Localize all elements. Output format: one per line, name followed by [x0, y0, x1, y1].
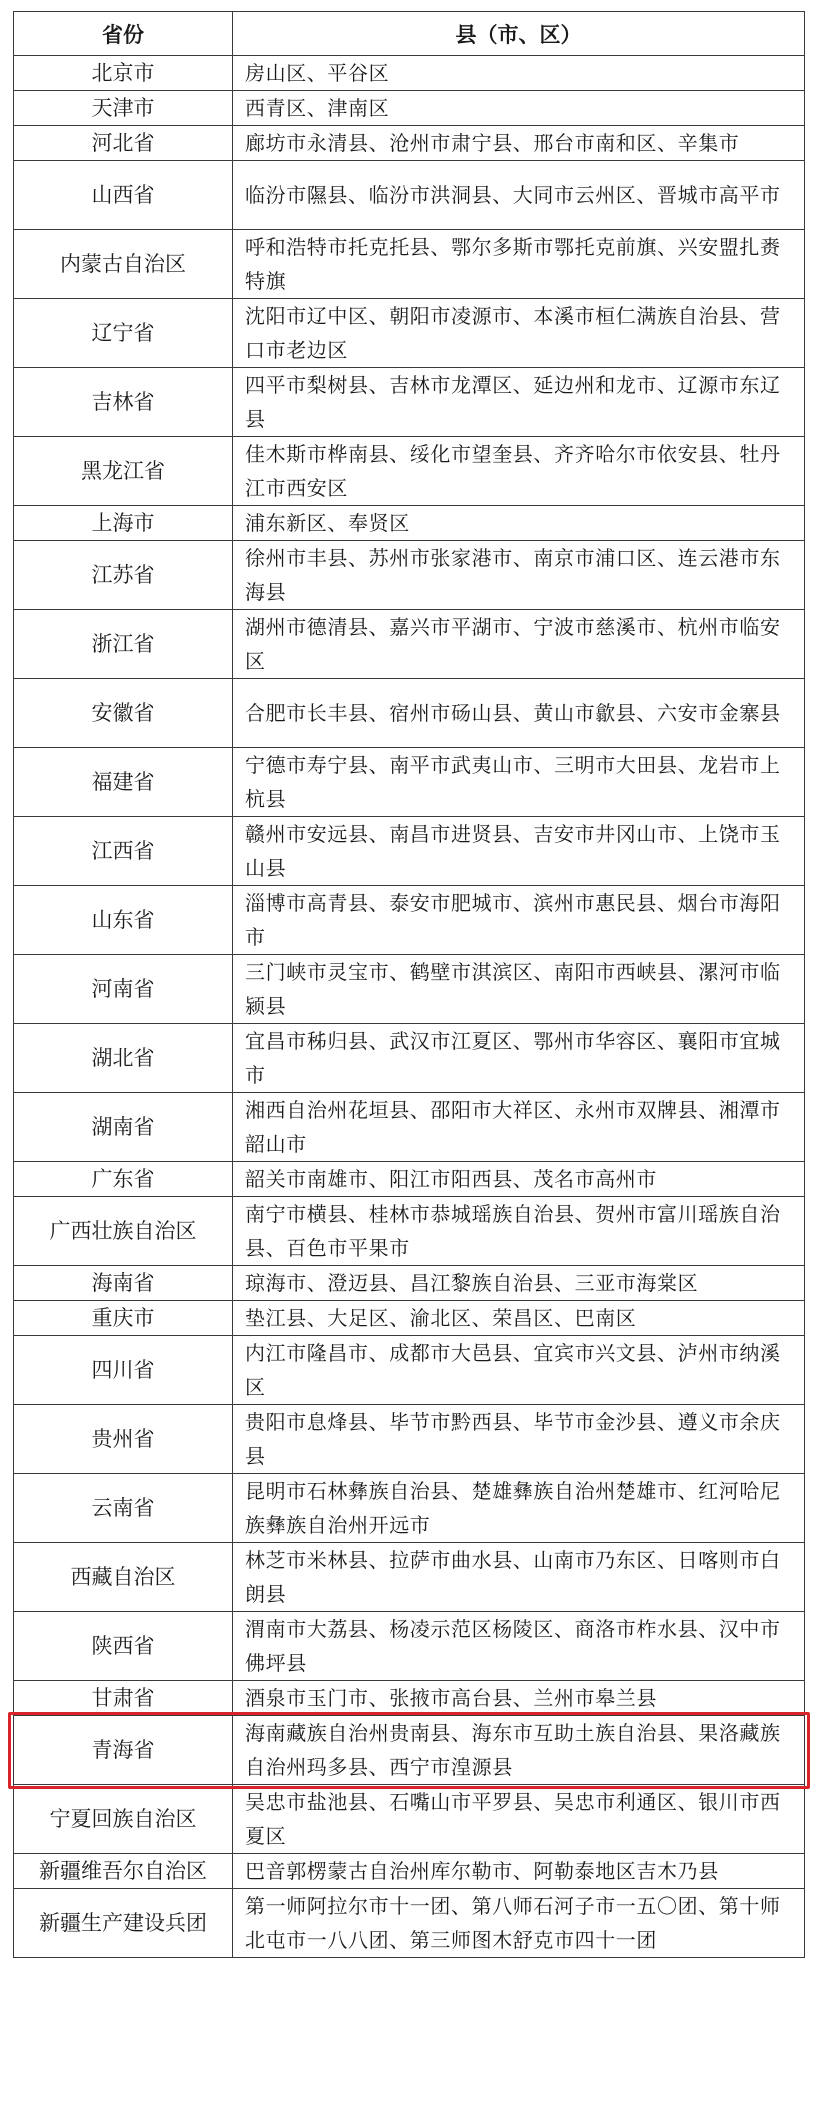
province-cell: 海南省	[14, 1266, 233, 1301]
header-province: 省份	[14, 12, 233, 56]
province-cell: 安徽省	[14, 679, 233, 748]
province-cell: 河南省	[14, 955, 233, 1024]
table-row	[14, 1162, 805, 1197]
province-cell: 新疆生产建设兵团	[14, 1889, 233, 1958]
table-row	[14, 1854, 805, 1889]
county-cell: 宜昌市秭归县、武汉市江夏区、鄂州市华容区、襄阳市宜城市	[233, 1024, 805, 1093]
table-row	[14, 161, 805, 230]
table-row	[14, 91, 805, 126]
province-cell: 广西壮族自治区	[14, 1197, 233, 1266]
province-cell: 青海省	[14, 1716, 233, 1785]
county-cell: 佳木斯市桦南县、绥化市望奎县、齐齐哈尔市依安县、牡丹江市西安区	[233, 437, 805, 506]
province-cell: 湖南省	[14, 1093, 233, 1162]
county-cell: 西青区、津南区	[233, 91, 805, 126]
table-row	[14, 1681, 805, 1716]
province-cell: 云南省	[14, 1474, 233, 1543]
table-row	[14, 1889, 805, 1958]
county-cell: 四平市梨树县、吉林市龙潭区、延边州和龙市、辽源市东辽县	[233, 368, 805, 437]
county-cell: 湖州市德清县、嘉兴市平湖市、宁波市慈溪市、杭州市临安区	[233, 610, 805, 679]
province-cell: 宁夏回族自治区	[14, 1785, 233, 1854]
province-cell: 湖北省	[14, 1024, 233, 1093]
table-row	[14, 1024, 805, 1093]
province-cell: 内蒙古自治区	[14, 230, 233, 299]
province-cell: 天津市	[14, 91, 233, 126]
county-cell: 贵阳市息烽县、毕节市黔西县、毕节市金沙县、遵义市余庆县	[233, 1405, 805, 1474]
county-cell: 淄博市高青县、泰安市肥城市、滨州市惠民县、烟台市海阳市	[233, 886, 805, 955]
county-cell: 合肥市长丰县、宿州市砀山县、黄山市歙县、六安市金寨县	[233, 679, 805, 748]
province-cell: 甘肃省	[14, 1681, 233, 1716]
county-cell: 第一师阿拉尔市十一团、第八师石河子市一五〇团、第十师北屯市一八八团、第三师图木舒克市四十一团	[233, 1889, 805, 1958]
table-row	[14, 1543, 805, 1612]
province-cell: 山东省	[14, 886, 233, 955]
county-cell: 昆明市石林彝族自治县、楚雄彝族自治州楚雄市、红河哈尼族彝族自治州开远市	[233, 1474, 805, 1543]
table-row	[14, 1612, 805, 1681]
county-cell: 呼和浩特市托克托县、鄂尔多斯市鄂托克前旗、兴安盟扎赉特旗	[233, 230, 805, 299]
province-cell: 江苏省	[14, 541, 233, 610]
table-row	[14, 886, 805, 955]
province-cell: 浙江省	[14, 610, 233, 679]
county-cell: 房山区、平谷区	[233, 56, 805, 91]
county-cell: 廊坊市永清县、沧州市肃宁县、邢台市南和区、辛集市	[233, 126, 805, 161]
county-cell: 林芝市米林县、拉萨市曲水县、山南市乃东区、日喀则市白朗县	[233, 1543, 805, 1612]
county-cell: 浦东新区、奉贤区	[233, 506, 805, 541]
county-list-table	[13, 11, 805, 1958]
table-row	[14, 437, 805, 506]
table-row	[14, 1716, 805, 1785]
province-cell: 辽宁省	[14, 299, 233, 368]
county-cell: 宁德市寿宁县、南平市武夷山市、三明市大田县、龙岩市上杭县	[233, 748, 805, 817]
table-row	[14, 1093, 805, 1162]
county-cell: 三门峡市灵宝市、鹤壁市淇滨区、南阳市西峡县、漯河市临颍县	[233, 955, 805, 1024]
province-cell: 广东省	[14, 1162, 233, 1197]
province-cell: 江西省	[14, 817, 233, 886]
table-row	[14, 1336, 805, 1405]
table-header-row	[14, 12, 805, 56]
table-row	[14, 1266, 805, 1301]
province-cell: 陕西省	[14, 1612, 233, 1681]
table-row	[14, 1197, 805, 1266]
header-county: 县（市、区）	[233, 12, 805, 56]
county-cell: 沈阳市辽中区、朝阳市凌源市、本溪市桓仁满族自治县、营口市老边区	[233, 299, 805, 368]
table-row	[14, 126, 805, 161]
table-row	[14, 679, 805, 748]
county-cell: 湘西自治州花垣县、邵阳市大祥区、永州市双牌县、湘潭市韶山市	[233, 1093, 805, 1162]
county-list-table-wrapper	[13, 11, 804, 1958]
table-row	[14, 230, 805, 299]
county-cell: 海南藏族自治州贵南县、海东市互助土族自治县、果洛藏族自治州玛多县、西宁市湟源县	[233, 1716, 805, 1785]
province-cell: 河北省	[14, 126, 233, 161]
province-cell: 福建省	[14, 748, 233, 817]
province-cell: 四川省	[14, 1336, 233, 1405]
county-cell: 吴忠市盐池县、石嘴山市平罗县、吴忠市利通区、银川市西夏区	[233, 1785, 805, 1854]
table-row	[14, 506, 805, 541]
province-cell: 山西省	[14, 161, 233, 230]
province-cell: 上海市	[14, 506, 233, 541]
province-cell: 贵州省	[14, 1405, 233, 1474]
table-row	[14, 817, 805, 886]
county-cell: 徐州市丰县、苏州市张家港市、南京市浦口区、连云港市东海县	[233, 541, 805, 610]
county-cell: 垫江县、大足区、渝北区、荣昌区、巴南区	[233, 1301, 805, 1336]
table-row	[14, 299, 805, 368]
province-cell: 新疆维吾尔自治区	[14, 1854, 233, 1889]
table-row	[14, 1785, 805, 1854]
table-row	[14, 748, 805, 817]
province-cell: 黑龙江省	[14, 437, 233, 506]
county-cell: 巴音郭楞蒙古自治州库尔勒市、阿勒泰地区吉木乃县	[233, 1854, 805, 1889]
province-cell: 北京市	[14, 56, 233, 91]
table-row	[14, 955, 805, 1024]
county-cell: 酒泉市玉门市、张掖市高台县、兰州市皋兰县	[233, 1681, 805, 1716]
county-cell: 南宁市横县、桂林市恭城瑶族自治县、贺州市富川瑶族自治县、百色市平果市	[233, 1197, 805, 1266]
table-row	[14, 1474, 805, 1543]
county-cell: 渭南市大荔县、杨凌示范区杨陵区、商洛市柞水县、汉中市佛坪县	[233, 1612, 805, 1681]
county-cell: 琼海市、澄迈县、昌江黎族自治县、三亚市海棠区	[233, 1266, 805, 1301]
table-row	[14, 368, 805, 437]
county-cell: 韶关市南雄市、阳江市阳西县、茂名市高州市	[233, 1162, 805, 1197]
table-row	[14, 1301, 805, 1336]
table-row	[14, 1405, 805, 1474]
county-cell: 内江市隆昌市、成都市大邑县、宜宾市兴文县、泸州市纳溪区	[233, 1336, 805, 1405]
province-cell: 西藏自治区	[14, 1543, 233, 1612]
county-cell: 临汾市隰县、临汾市洪洞县、大同市云州区、晋城市高平市	[233, 161, 805, 230]
province-cell: 吉林省	[14, 368, 233, 437]
table-body	[14, 56, 805, 1958]
table-row	[14, 541, 805, 610]
county-cell: 赣州市安远县、南昌市进贤县、吉安市井冈山市、上饶市玉山县	[233, 817, 805, 886]
table-row	[14, 56, 805, 91]
province-cell: 重庆市	[14, 1301, 233, 1336]
table-row	[14, 610, 805, 679]
